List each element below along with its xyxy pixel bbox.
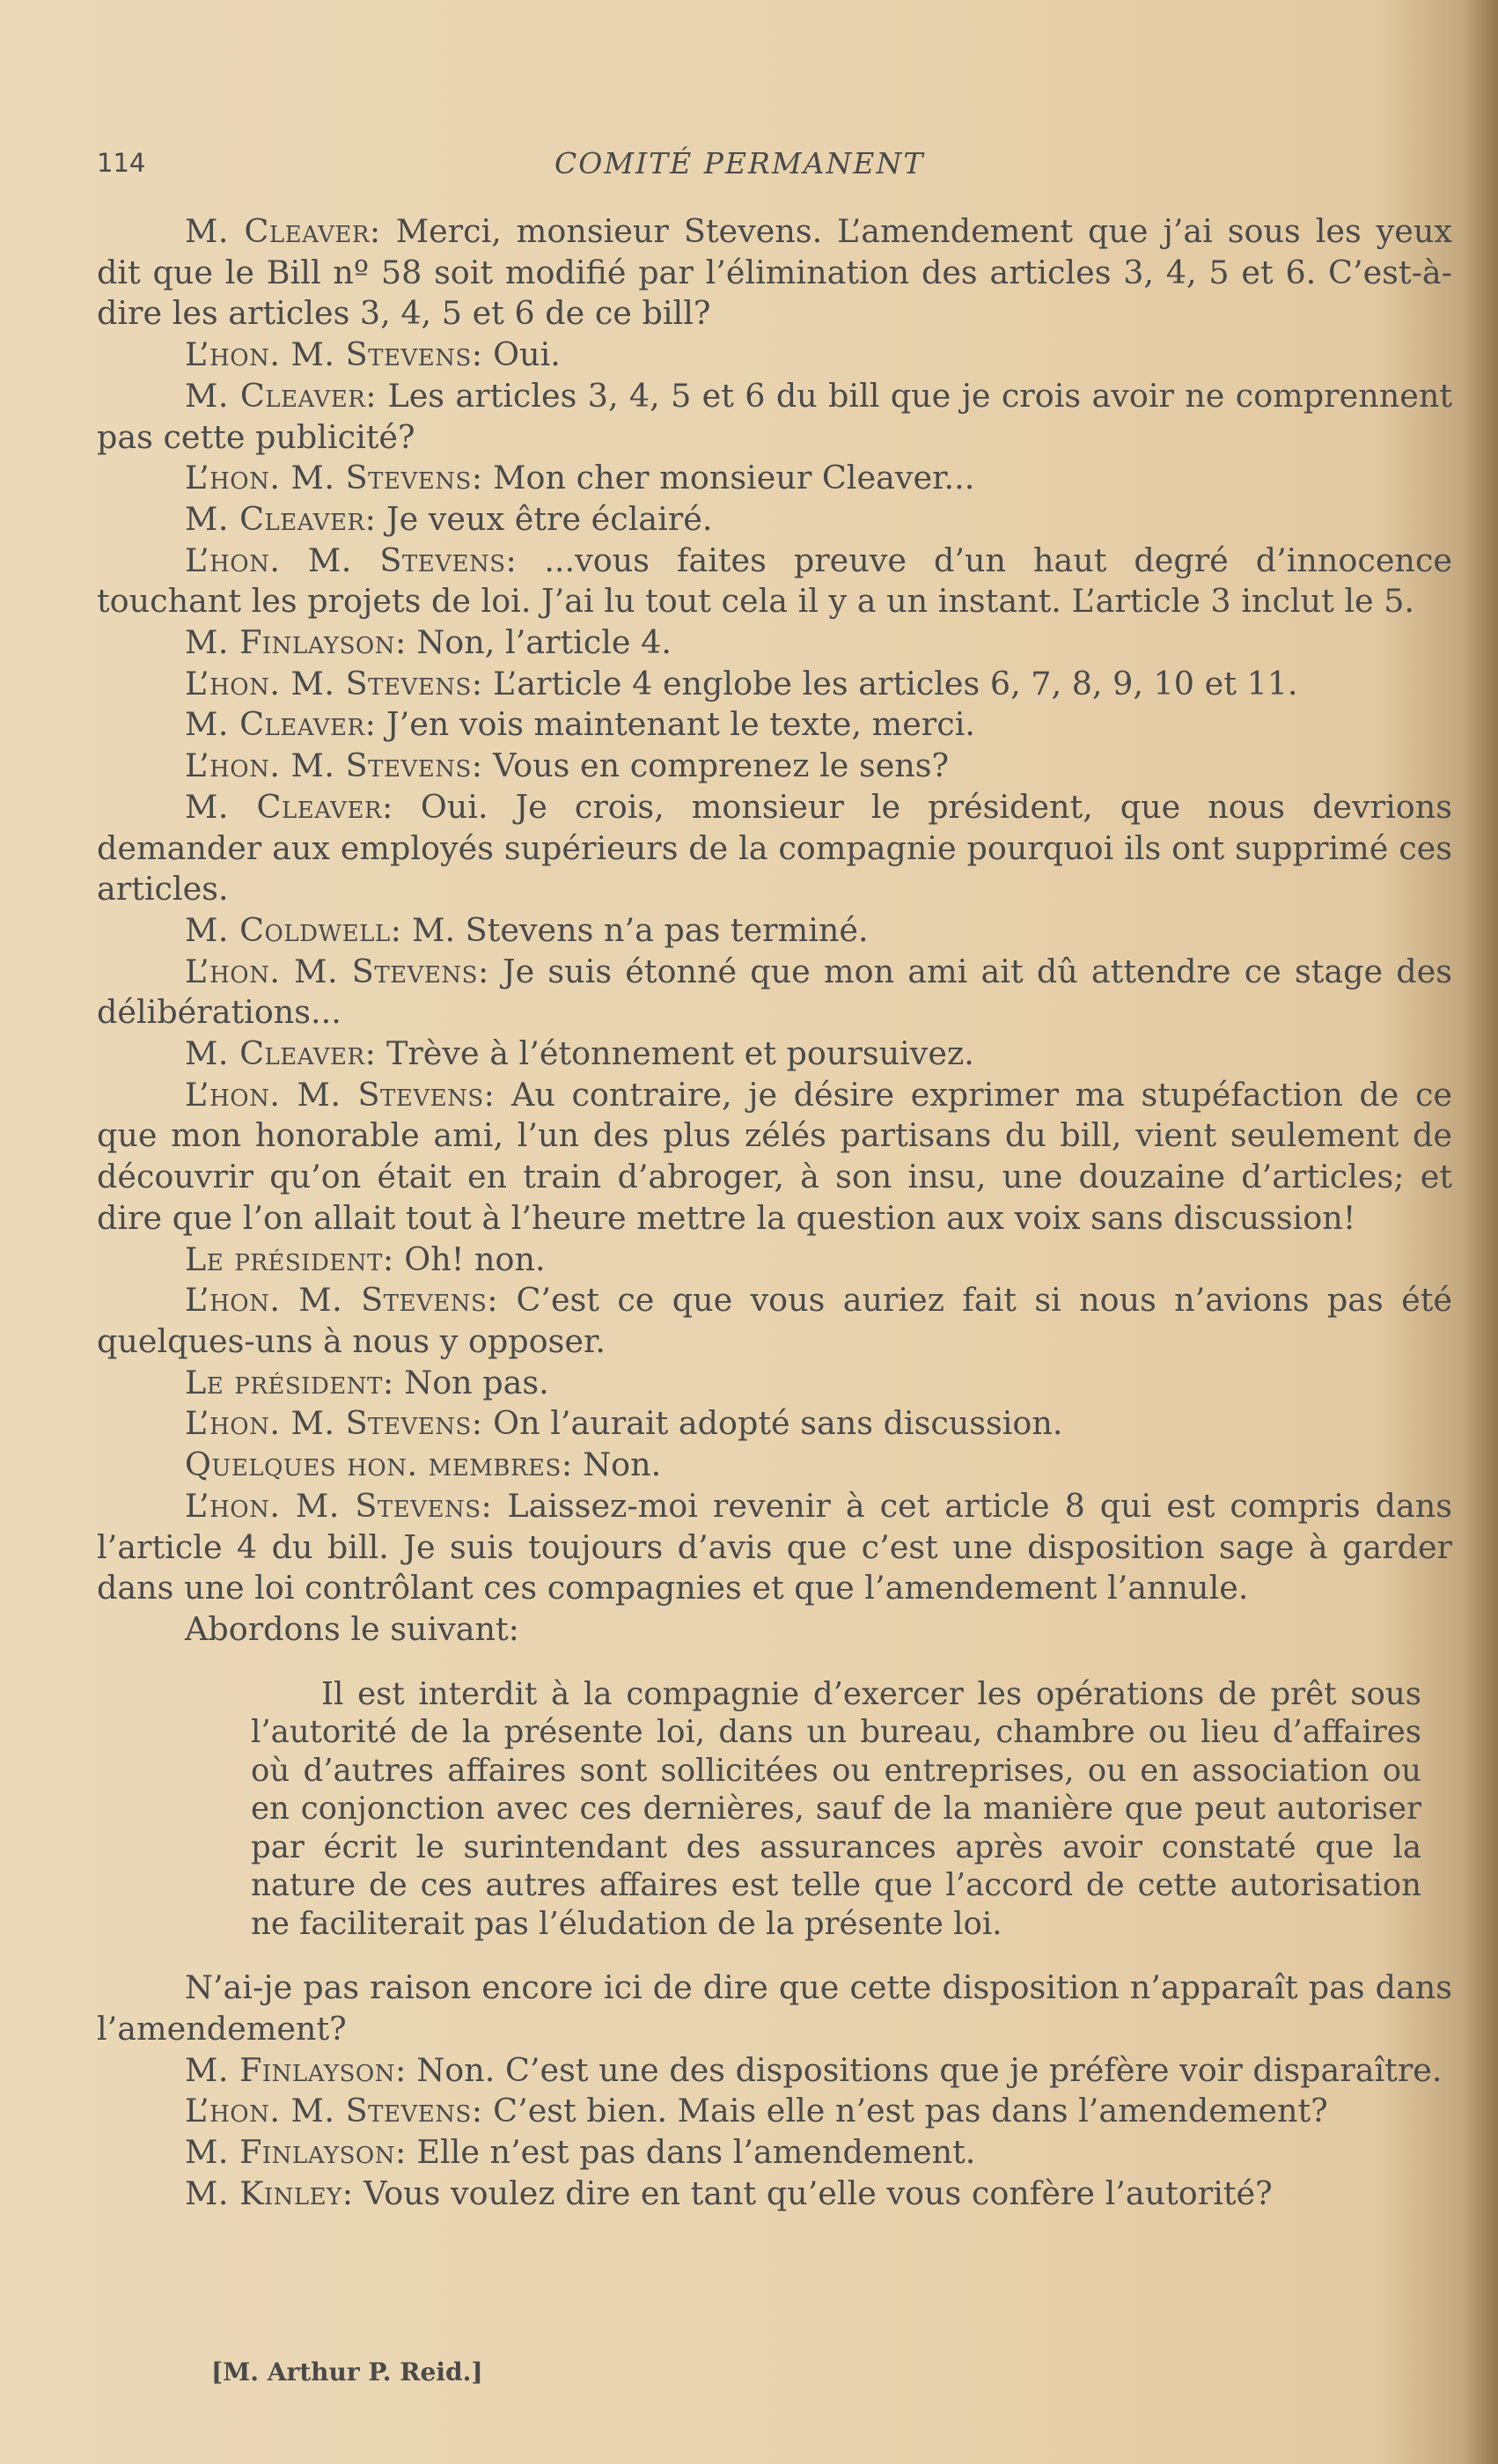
dialogue-paragraph bbox=[97, 458, 1452, 499]
paragraph-text: C’est bien. Mais elle n’est pas dans l’amendement? bbox=[482, 2092, 1328, 2130]
dialogue-paragraph bbox=[97, 664, 1452, 705]
paragraph-text: Trève à l’étonnement et poursuivez. bbox=[376, 1034, 974, 1073]
dialogue-paragraph bbox=[97, 1363, 1452, 1404]
paragraph-text: Elle n’est pas dans l’amendement. bbox=[406, 2132, 976, 2171]
paragraph-text: Oui. Je crois, monsieur le président, que nous devrions demander aux employés supérieurs de la compagnie pourquoi ils ont supprimé ces articles. bbox=[97, 787, 1452, 908]
speaker-name: M. Cleaver: bbox=[185, 1034, 377, 1073]
dialogue-paragraph bbox=[97, 1403, 1452, 1445]
dialogue-paragraph bbox=[97, 2132, 1452, 2173]
paragraph-text: Vous en comprenez le sens? bbox=[482, 747, 950, 785]
speaker-name: L’hon. M. Stevens: bbox=[185, 2092, 483, 2130]
speaker-name: L’hon. M. Stevens: bbox=[185, 664, 483, 702]
dialogue-paragraph bbox=[97, 746, 1452, 787]
dialogue-paragraph bbox=[97, 622, 1452, 664]
quote-text: Il est interdit à la compagnie d’exercer les opérations de prêt sous l’autorité de la présente loi, dans un bureau, chambre ou lieu d’affaires où d’autres affaires sont sollicitées ou entreprises, ou en association ou en conjonction avec ces dernières, sauf de la manière que peut autoriser par écrit le surintendant des assurances après avoir constaté que la nature de ces autres affaires est telle que l’accord de cette autorisation ne faciliterait pas l’éludation de la présente loi. bbox=[251, 1675, 1421, 1942]
signature-line: [M. Arthur P. Reid.] bbox=[211, 2357, 483, 2387]
dialogue-paragraph bbox=[97, 335, 1452, 376]
speaker-name: M. Cleaver: bbox=[185, 499, 377, 538]
dialogue-paragraph bbox=[97, 1445, 1452, 1486]
paragraph-text: C’est ce que vous auriez fait si nous n’avions pas été quelques-uns à nous y opposer. bbox=[97, 1281, 1452, 1360]
paragraph-text: Vous voulez dire en tant qu’elle vous confère l’autorité? bbox=[353, 2173, 1273, 2212]
speaker-name: L’hon. M. Stevens: bbox=[185, 335, 483, 374]
speaker-name: L’hon. M. Stevens: bbox=[185, 1404, 483, 1443]
paragraph-text: On l’aurait adopté sans discussion. bbox=[482, 1404, 1063, 1443]
speaker-name: M. Cleaver: bbox=[185, 787, 393, 826]
speaker-name: M. Cleaver: bbox=[185, 376, 378, 415]
speaker-name: M. Finlayson: bbox=[185, 2050, 407, 2089]
paragraph-text: Je suis étonné que mon ami ait dû attendre ce stage des délibérations... bbox=[97, 952, 1452, 1032]
after-quote-paragraphs bbox=[97, 1968, 1452, 2214]
speaker-name: M. Coldwell: bbox=[185, 910, 402, 949]
dialogue-paragraph bbox=[97, 1033, 1452, 1075]
dialogue-paragraph bbox=[97, 1280, 1452, 1362]
paragraph-text: M. Stevens n’a pas terminé. bbox=[401, 910, 869, 949]
dialogue-paragraph bbox=[97, 1968, 1452, 2049]
speaker-name: M. Finlayson: bbox=[185, 623, 407, 662]
speaker-name: L’hon. M. Stevens: bbox=[185, 747, 483, 785]
paragraph-text: ...vous faites preuve d’un haut degré d’innocence touchant les projets de loi. J’ai lu tout cela il y a un instant. L’article 3 inclut le 5. bbox=[97, 541, 1452, 621]
speaker-name: Quelques hon. membres: bbox=[185, 1445, 573, 1484]
speaker-name: L’hon. M. Stevens: bbox=[185, 952, 489, 990]
dialogue-paragraph bbox=[97, 211, 1452, 335]
paragraph-text: Non, l’article 4. bbox=[406, 623, 672, 662]
speaker-name: Le président: bbox=[185, 1239, 394, 1278]
body-text bbox=[97, 211, 1452, 2214]
paragraph-text: Abordons le suivant: bbox=[185, 1609, 519, 1648]
paragraph-text: Au contraire, je désire exprimer ma stupéfaction de ce que mon honorable ami, l’un des plus zélés partisans du bill, vient seulement de découvrir qu’on était en train d’abroger, à son insu, une douzaine d’articles; et dire que l’on allait tout à l’heure mettre la question aux voix sans discussion! bbox=[97, 1075, 1452, 1237]
paragraph-text: Non. bbox=[572, 1445, 662, 1484]
dialogue-paragraph bbox=[97, 910, 1452, 952]
dialogue-paragraph bbox=[97, 376, 1452, 458]
paragraph-text: Merci, monsieur Stevens. L’amendement que j’ai sous les yeux dit que le Bill nº 58 soit modifié par l’élimination des articles 3, 4, 5 et 6. C’est-à-dire les articles 3, 4, 5 et 6 de ce bill? bbox=[97, 212, 1452, 333]
speaker-name: Le président: bbox=[185, 1363, 394, 1401]
dialogue-paragraph bbox=[97, 1609, 1452, 1651]
speaker-name: L’hon. M. Stevens: bbox=[185, 459, 483, 497]
running-title: COMITÉ PERMANENT bbox=[554, 146, 925, 180]
dialogue-paragraphs bbox=[97, 211, 1452, 1651]
speaker-name: M. Finlayson: bbox=[185, 2132, 407, 2171]
page-number: 114 bbox=[97, 148, 146, 178]
speaker-name: M. Cleaver: bbox=[185, 212, 381, 250]
paragraph-text: L’article 4 englobe les articles 6, 7, 8, 9, 10 et 11. bbox=[482, 664, 1298, 702]
dialogue-paragraph bbox=[97, 541, 1452, 622]
paragraph-text: Non. C’est une des dispositions que je préfère voir disparaître. bbox=[406, 2050, 1443, 2089]
paragraph-text: Laissez-moi revenir à cet article 8 qui est compris dans l’article 4 du bill. Je suis toujours d’avis que c’est une disposition sage à garder dans une loi contrôlant ces compagnies et que l’amendement l’annule. bbox=[97, 1486, 1452, 1607]
paragraph-text: J’en vois maintenant le texte, merci. bbox=[376, 705, 975, 744]
paragraph-text: Les articles 3, 4, 5 et 6 du bill que je crois avoir ne comprennent pas cette publicité? bbox=[97, 376, 1452, 456]
dialogue-paragraph bbox=[97, 952, 1452, 1033]
speaker-name: L’hon. M. Stevens: bbox=[185, 1486, 493, 1525]
quoted-provision bbox=[251, 1675, 1421, 1944]
dialogue-paragraph bbox=[97, 787, 1452, 910]
dialogue-paragraph bbox=[97, 1239, 1452, 1281]
running-head bbox=[97, 148, 1435, 192]
paragraph-text: N’ai-je pas raison encore ici de dire que cette disposition n’apparaît pas dans l’amendement? bbox=[97, 1968, 1452, 2048]
dialogue-paragraph bbox=[97, 1075, 1452, 1239]
speaker-name: L’hon. M. Stevens: bbox=[185, 541, 518, 579]
dialogue-paragraph bbox=[97, 2173, 1452, 2215]
dialogue-paragraph bbox=[97, 2091, 1452, 2132]
paragraph-text: Oui. bbox=[482, 335, 561, 374]
speaker-name: L’hon. M. Stevens: bbox=[185, 1281, 499, 1320]
paragraph-text: Mon cher monsieur Cleaver... bbox=[482, 459, 975, 497]
paragraph-text: Oh! non. bbox=[393, 1239, 546, 1278]
speaker-name: M. Cleaver: bbox=[185, 705, 377, 744]
page-edge-shadow bbox=[1463, 0, 1498, 2464]
dialogue-paragraph bbox=[97, 1486, 1452, 1609]
paragraph-text: Non pas. bbox=[393, 1363, 549, 1401]
dialogue-paragraph bbox=[97, 704, 1452, 746]
dialogue-paragraph bbox=[97, 499, 1452, 541]
speaker-name: M. Kinley: bbox=[185, 2173, 354, 2212]
paragraph-text: Je veux être éclairé. bbox=[376, 499, 713, 538]
dialogue-paragraph bbox=[97, 2050, 1452, 2092]
speaker-name: L’hon. M. Stevens: bbox=[185, 1075, 496, 1114]
